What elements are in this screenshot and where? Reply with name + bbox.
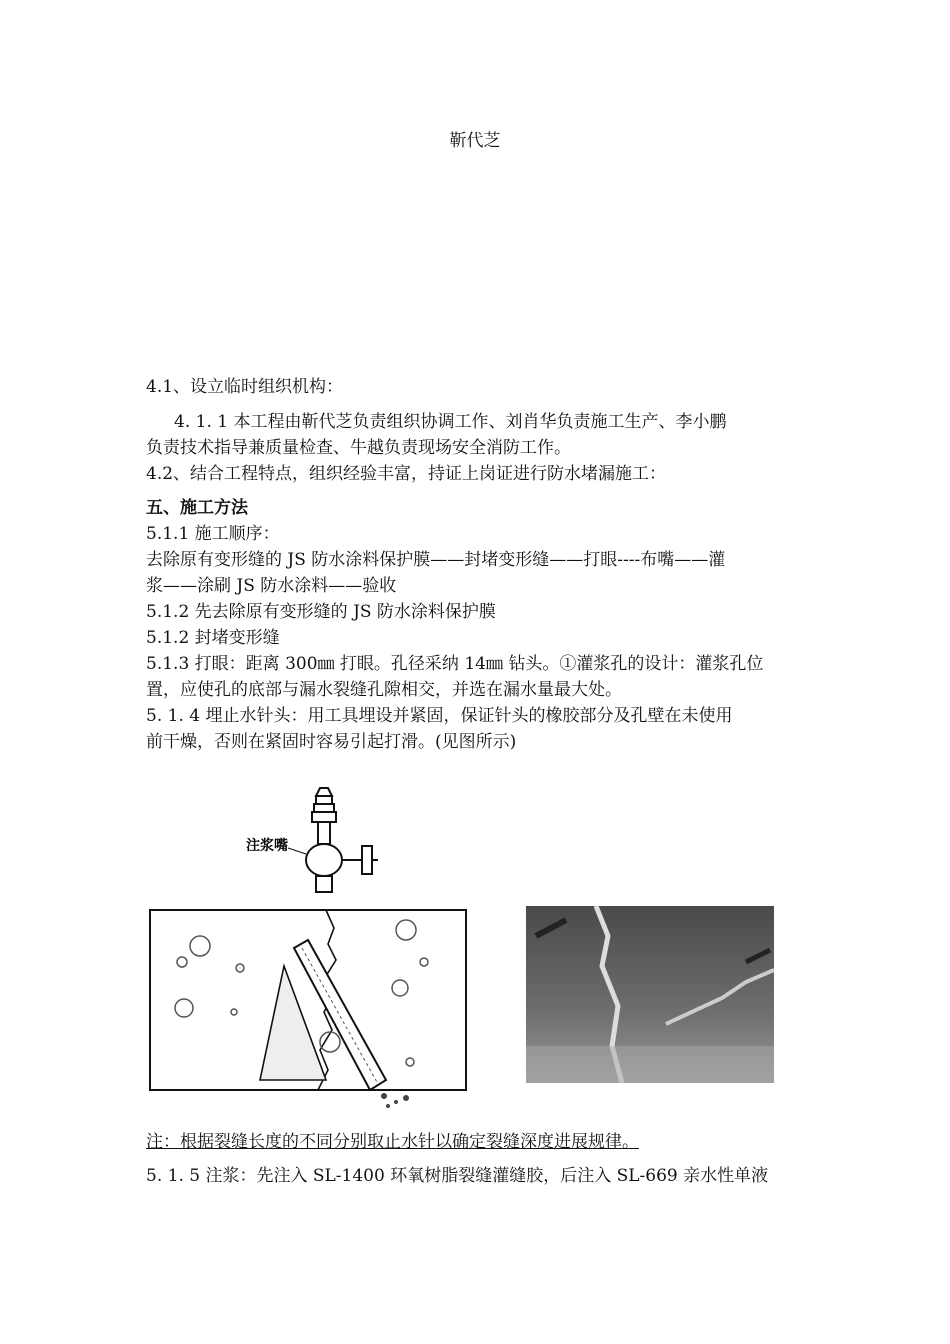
item-5-1-5: 5. 1. 5 注浆：先注入 SL-1400 环氧树脂裂缝灌缝胶，后注入 SL-669 亲水性单液 — [146, 1166, 769, 1186]
item-4-1: 4.1、设立临时组织机构： — [146, 377, 344, 397]
item-4-2: 4.2、结合工程特点，组织经验丰富，持证上岗证进行防水堵漏施工： — [146, 464, 667, 484]
item-5-1-3-b: 置，应使孔的底部与漏水裂缝孔隙相交，并选在漏水量最大处。 — [146, 680, 622, 700]
item-5-1-1: 5.1.1 施工顺序： — [146, 524, 280, 544]
figure-note: 注：根据裂缝长度的不同分别取止水针以确定裂缝深度进展规律。 — [146, 1132, 639, 1152]
section-4 — [146, 374, 811, 400]
item-4-1-1-a: 4. 1. 1 本工程由靳代芝负责组织协调工作、刘肖华负责施工生产、李小鹏 — [174, 412, 727, 432]
crack-photo — [526, 906, 774, 1083]
item-5-1-2-a: 5.1.2 先去除原有变形缝的 JS 防水涂料保护膜 — [146, 602, 496, 622]
grout-spray — [381, 1093, 409, 1108]
nozzle-icon — [306, 788, 378, 892]
injection-diagram — [148, 780, 468, 1110]
sequence-line-b: 浆——涂刷 JS 防水涂料——验收 — [146, 576, 397, 596]
item-4-1-1-b: 负责技术指导兼质量检查、牛越负责现场安全消防工作。 — [146, 438, 571, 458]
section-5 — [146, 495, 811, 755]
section-heading: 五、施工方法 — [146, 498, 248, 518]
crack-photo-svg — [526, 906, 774, 1083]
section-4-1-1 — [146, 409, 811, 487]
injection-diagram-svg — [148, 780, 468, 1110]
item-5-1-3-a: 5.1.3 打眼：距离 300㎜ 打眼。孔径采纳 14㎜ 钻头。①灌浆孔的设计：灌浆孔位 — [146, 654, 764, 674]
author-name: 靳代芝 — [449, 131, 501, 151]
item-5-1-4-b: 前干燥，否则在紧固时容易引起打滑。(见图所示) — [146, 732, 517, 752]
item-5-1-4-a: 5. 1. 4 埋止水针头：用工具埋设并紧固，保证针头的橡胶部分及孔壁在未使用 — [146, 706, 733, 726]
nozzle-label: 注浆嘴 — [246, 838, 288, 854]
item-5-1-2-b: 5.1.2 封堵变形缝 — [146, 628, 280, 648]
sequence-line-a: 去除原有变形缝的 JS 防水涂料保护膜——封堵变形缝——打眼----布嘴——灌 — [146, 550, 726, 570]
